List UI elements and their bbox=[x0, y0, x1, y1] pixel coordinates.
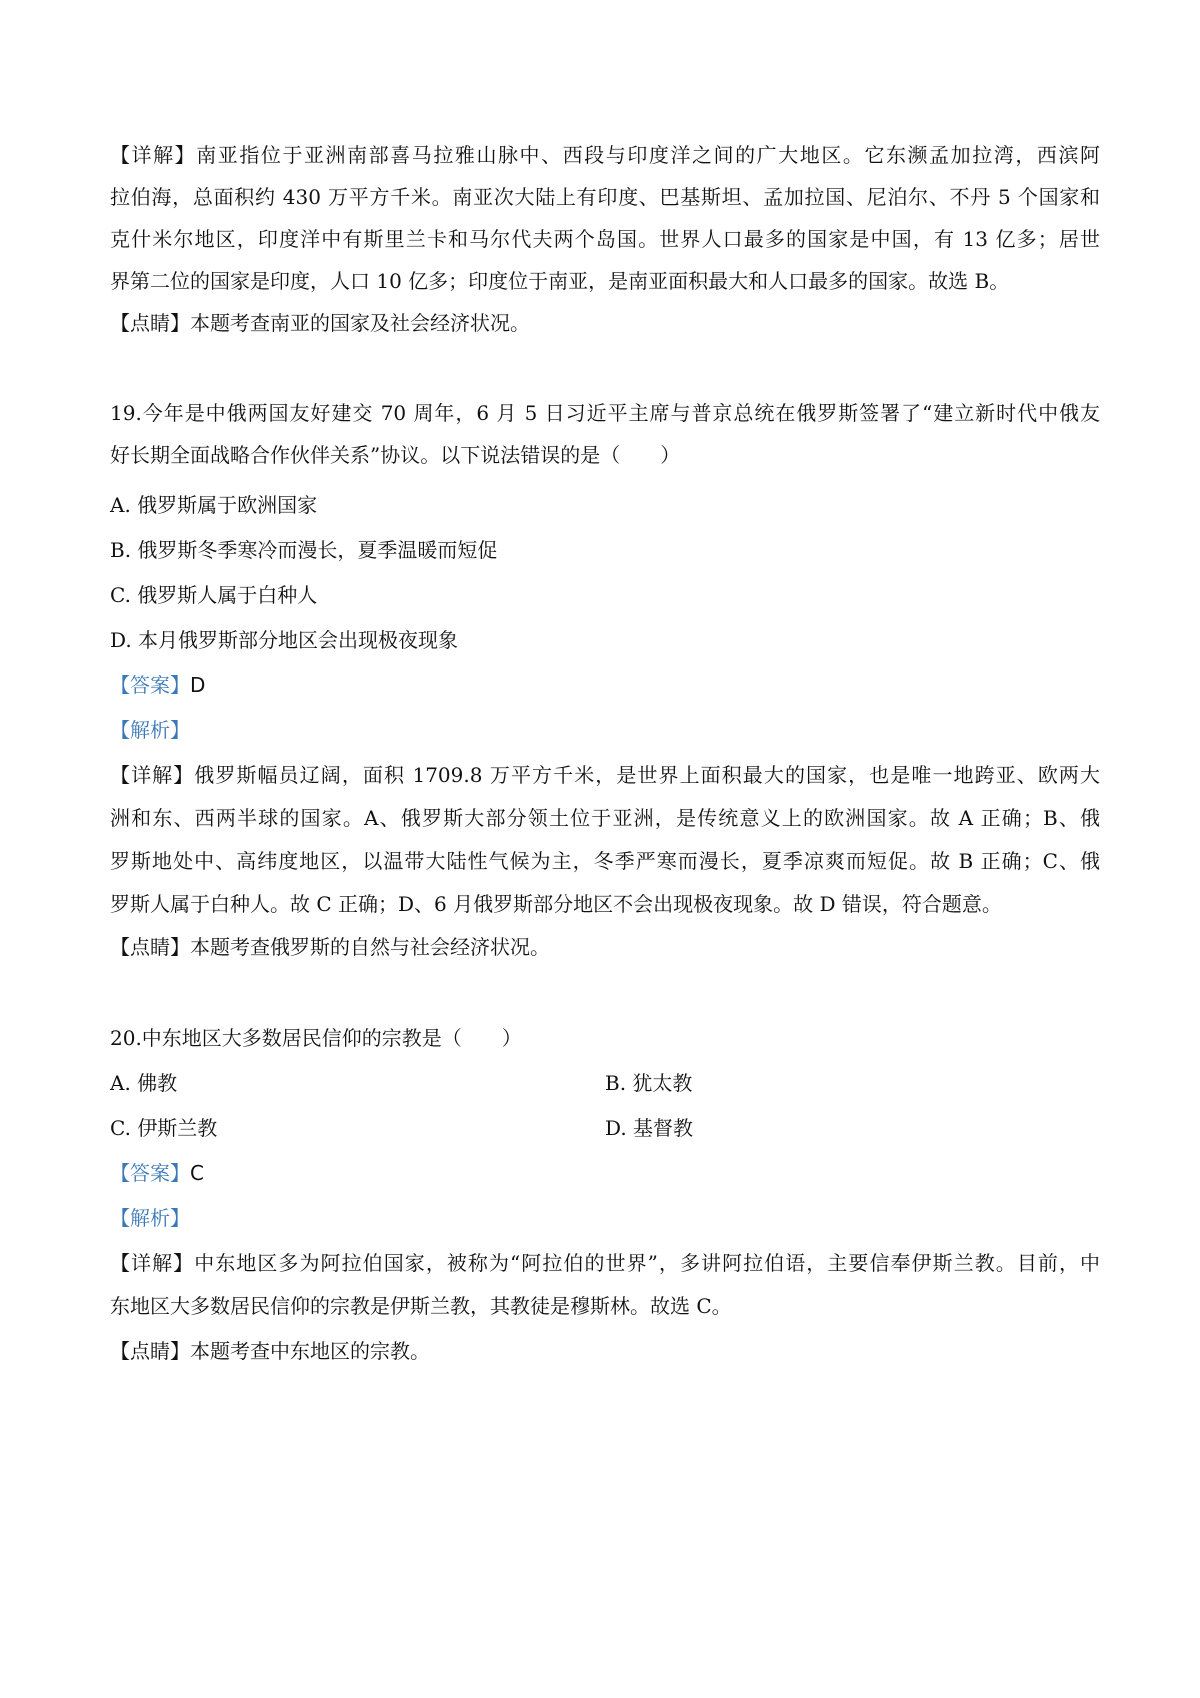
q19-stem-line-1: 19.今年是中俄两国友好建交 70 周年，6 月 5 日习近平主席与普京总统在俄罗斯签署了“建立新时代中俄友 bbox=[110, 401, 1100, 425]
q19-detail-line-3: 罗斯地处中、高纬度地区，以温带大陆性气候为主，冬季严寒而漫长，夏季凉爽而短促。故 B 正确；C、俄 bbox=[110, 849, 1100, 873]
q20-option-c: C. 伊斯兰教 bbox=[110, 1116, 218, 1140]
q19-answer: 【答案】D bbox=[110, 673, 206, 697]
q19-stem-line-2: 好长期全面战略合作伙伴关系”协议。以下说法错误的是（ ） bbox=[110, 443, 681, 467]
q20-option-b: B. 犹太教 bbox=[605, 1071, 693, 1095]
q18-comment: 【点睛】本题考查南亚的国家及社会经济状况。 bbox=[110, 311, 530, 335]
q19-analysis-label: 解析 bbox=[130, 718, 170, 742]
q19-comment: 【点睛】本题考查俄罗斯的自然与社会经济状况。 bbox=[110, 935, 550, 959]
q20-stem: 20.中东地区大多数居民信仰的宗教是（ ） bbox=[110, 1026, 522, 1050]
q20-option-d: D. 基督教 bbox=[605, 1116, 694, 1140]
q20-option-a: A. 佛教 bbox=[110, 1071, 178, 1095]
q20-analysis-label: 解析 bbox=[130, 1206, 170, 1230]
q19-analysis: 【解析】 bbox=[110, 718, 190, 742]
q18-detail-line-1: 【详解】南亚指位于亚洲南部喜马拉雅山脉中、西段与印度洋之间的广大地区。它东濒孟加拉湾，西滨阿 bbox=[110, 143, 1100, 167]
q19-option-b: B. 俄罗斯冬季寒冷而漫长，夏季温暖而短促 bbox=[110, 538, 498, 562]
q19-answer-label: 答案 bbox=[130, 673, 170, 697]
q19-detail-line-4: 罗斯人属于白种人。故 C 正确；D、6 月俄罗斯部分地区不会出现极夜现象。故 D 错误，符合题意。 bbox=[110, 892, 1002, 916]
q20-detail-line-2: 东地区大多数居民信仰的宗教是伊斯兰教，其教徒是穆斯林。故选 C。 bbox=[110, 1294, 732, 1318]
q19-option-c: C. 俄罗斯人属于白种人 bbox=[110, 583, 318, 607]
q19-detail-line-2: 洲和东、西两半球的国家。A、俄罗斯大部分领土位于亚洲，是传统意义上的欧洲国家。故 A 正确；B、俄 bbox=[110, 806, 1100, 830]
q19-option-a: A. 俄罗斯属于欧洲国家 bbox=[110, 493, 318, 517]
q20-comment: 【点睛】本题考查中东地区的宗教。 bbox=[110, 1339, 430, 1363]
q18-detail-line-4: 界第二位的国家是印度，人口 10 亿多；印度位于南亚，是南亚面积最大和人口最多的国家。故选 B。 bbox=[110, 269, 1010, 293]
q19-option-d: D. 本月俄罗斯部分地区会出现极夜现象 bbox=[110, 628, 459, 652]
q20-analysis: 【解析】 bbox=[110, 1206, 190, 1230]
q20-detail-line-1: 【详解】中东地区多为阿拉伯国家，被称为“阿拉伯的世界”，多讲阿拉伯语，主要信奉伊斯兰教。目前，中 bbox=[110, 1251, 1100, 1275]
q19-answer-value: D bbox=[190, 673, 206, 697]
q18-detail-line-3: 克什米尔地区，印度洋中有斯里兰卡和马尔代夫两个岛国。世界人口最多的国家是中国，有 13 亿多；居世 bbox=[110, 227, 1100, 251]
q19-detail-line-1: 【详解】俄罗斯幅员辽阔，面积 1709.8 万平方千米，是世界上面积最大的国家，也是唯一地跨亚、欧两大 bbox=[110, 763, 1100, 787]
q20-answer-value: C bbox=[190, 1161, 204, 1185]
q20-answer: 【答案】C bbox=[110, 1161, 204, 1185]
q18-detail-line-2: 拉伯海，总面积约 430 万平方千米。南亚次大陆上有印度、巴基斯坦、孟加拉国、尼泊尔、不丹 5 个国家和 bbox=[110, 185, 1100, 209]
q20-answer-label: 答案 bbox=[130, 1161, 170, 1185]
